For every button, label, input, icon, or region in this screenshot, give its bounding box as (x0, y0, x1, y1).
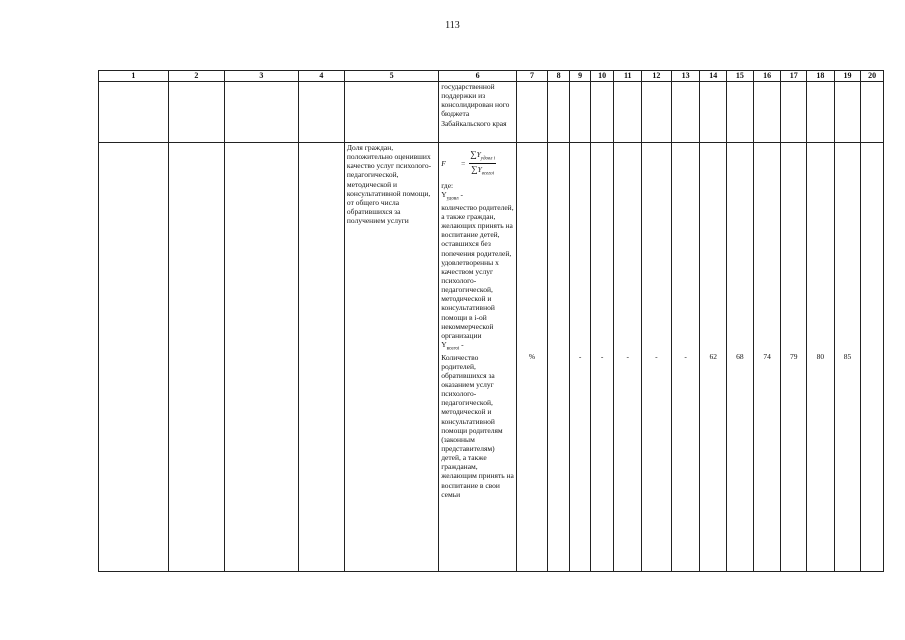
header-cell-2: 2 (168, 71, 224, 82)
header-cell-5: 5 (344, 71, 438, 82)
continuation-row (99, 82, 884, 143)
formula-lhs: F (441, 158, 446, 168)
table-cell (614, 82, 642, 143)
table-cell (834, 82, 861, 143)
value-col-12: - (642, 143, 672, 572)
variable-1 (441, 190, 514, 203)
header-cell-7: 7 (517, 71, 548, 82)
header-cell-4: 4 (298, 71, 344, 82)
value-col-8 (547, 143, 570, 572)
table-cell (168, 143, 224, 572)
table-cell (590, 82, 614, 143)
table-cell (298, 82, 344, 143)
header-cell-3: 3 (225, 71, 299, 82)
header-cell-14: 14 (700, 71, 727, 82)
variable-1-symbol: $Y_{удовл}$ - (441, 190, 464, 202)
table-cell (861, 82, 884, 143)
header-cell-10: 10 (590, 71, 614, 82)
value-col-9: - (570, 143, 590, 572)
table-cell (700, 82, 727, 143)
indicator-name: Доля граждан, положительно оценивших качество услуг психолого-педагогической, методической и консультативной помощи, от общего числа обратившихся за получением услуги (344, 143, 438, 572)
formula-denominator: $\sum Y_{всегоi}$ (471, 163, 495, 177)
table-cell (99, 143, 169, 572)
table-cell (168, 82, 224, 143)
table-cell (753, 82, 781, 143)
continuation-text: государственной поддержки из консолидирован ного бюджета Забайкальского края (439, 82, 517, 143)
value-col-19: 85 (834, 143, 861, 572)
value-col-13: - (671, 143, 700, 572)
header-cell-9: 9 (570, 71, 590, 82)
value-col-11: - (614, 143, 642, 572)
table-cell (225, 143, 299, 572)
table-cell (547, 82, 570, 143)
page-number: 113 (445, 20, 460, 31)
header-cell-1: 1 (99, 71, 169, 82)
where-label: где: (441, 181, 454, 191)
header-cell-13: 13 (671, 71, 700, 82)
table-cell (671, 82, 700, 143)
header-cell-17: 17 (781, 71, 807, 82)
value-col-16: 74 (753, 143, 781, 572)
header-cell-11: 11 (614, 71, 642, 82)
header-cell-19: 19 (834, 71, 861, 82)
table-cell (225, 82, 299, 143)
value-col-10: - (590, 143, 614, 572)
header-cell-12: 12 (642, 71, 672, 82)
table-cell (727, 82, 754, 143)
header-cell-15: 15 (727, 71, 754, 82)
header-cell-8: 8 (547, 71, 570, 82)
formula-numerator: $\sum Y_{удовл i}$ (469, 149, 496, 164)
variable-2 (441, 340, 514, 353)
unit-cell: % (517, 143, 548, 572)
value-col-15: 68 (727, 143, 754, 572)
header-cell-6: 6 (439, 71, 517, 82)
variable-1-description: количество родителей, а также граждан, желающих принять на воспитание детей, оставшихся без попечения родителей, удовлетворенны х качеством услуг психолого-педагогической, методической и консультативной помощи в i-ой некоммерческой организации (441, 202, 514, 340)
table-cell (807, 82, 835, 143)
value-col-20 (861, 143, 884, 572)
indicators-table (98, 70, 884, 572)
value-col-17: 79 (781, 143, 807, 572)
table-cell (781, 82, 807, 143)
value-col-14: 62 (700, 143, 727, 572)
variable-2-description: Количество родителей, обратившихся за оказанием услуг психолого-педагогической, методической и консультативной помощи родителям (законным представителям) детей, а также гражданам, желающим принять на воспитание в свои семьи (441, 352, 514, 499)
table-cell (298, 143, 344, 572)
header-cell-18: 18 (807, 71, 835, 82)
table-cell (517, 82, 548, 143)
variable-2-symbol: $Y_{всегоi}$ - (441, 340, 464, 352)
formula (441, 149, 514, 177)
header-cell-16: 16 (753, 71, 781, 82)
value-col-18: 80 (807, 143, 835, 572)
formula-equals: = (460, 158, 466, 168)
header-row (99, 71, 884, 82)
indicator-row (99, 143, 884, 572)
header-cell-20: 20 (861, 71, 884, 82)
table-cell (570, 82, 590, 143)
indicator-method (439, 143, 517, 572)
table-cell (99, 82, 169, 143)
table-cell (344, 82, 438, 143)
table-cell (642, 82, 672, 143)
formula-fraction (469, 149, 496, 177)
